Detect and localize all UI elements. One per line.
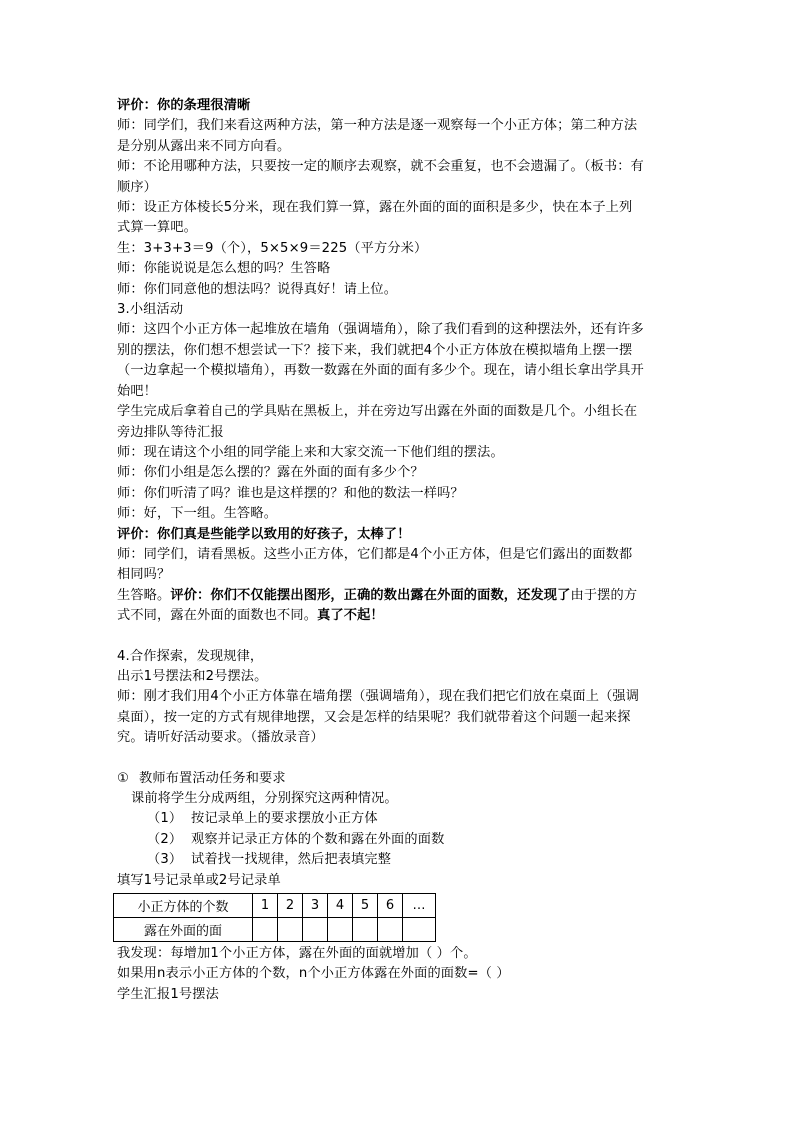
table-cell: … bbox=[403, 894, 436, 918]
text-line: 学生汇报1号摆法 bbox=[117, 986, 219, 1002]
evaluation-line: 评价：你的条理很清晰 bbox=[117, 98, 251, 113]
text-line: 师：这四个小正方体一起堆放在墙角（强调墙角），除了我们看到的这种摆法外，还有许多 bbox=[117, 322, 644, 338]
text-line: 师：现在请这个小组的同学能上来和大家交流一下他们组的摆法。 bbox=[117, 444, 504, 460]
text-line: 师：刚才我们用4个小正方体靠在墙角摆（强调墙角），现在我们把它们放在桌面上（强调 bbox=[117, 689, 640, 705]
evaluation-text: 真了不起！ bbox=[317, 608, 384, 624]
plain-text: 式不同，露在外面的面数也不同。 bbox=[117, 608, 318, 624]
table-cell: 5 bbox=[353, 894, 378, 918]
text-line: 是分别从露出来不同方向看。 bbox=[117, 138, 291, 154]
record-table bbox=[113, 893, 436, 942]
table-empty-cell bbox=[253, 918, 278, 942]
evaluation-line: 评价：你们真是些能学以致用的好孩子，太棒了！ bbox=[117, 526, 411, 542]
table-empty-cell bbox=[328, 918, 353, 942]
text-line: 师：你们小组是怎么摆的？露在外面的面有多少个？ bbox=[117, 465, 424, 481]
document-page bbox=[117, 96, 677, 1005]
table-empty-cell bbox=[403, 918, 436, 942]
item-number: （3） bbox=[147, 852, 183, 868]
text-line: 课前将学生分成两组，分别探究这两种情况。 bbox=[131, 791, 398, 806]
text-line: （一边拿起一个模拟墙角），再数一数露在外面的面有多少个。现在，请小组长拿出学具开 bbox=[117, 363, 644, 379]
list-item-text: 按记录单上的要求摆放小正方体 bbox=[191, 811, 378, 827]
evaluation-text: 评价：你们不仅能摆出图形，正确的数出露在外面的面数，还发现了 bbox=[170, 587, 571, 603]
text-line: 师：设正方体棱长5分米，现在我们算一算，露在外面的面的面积是多少，快在本子上列 bbox=[117, 200, 633, 216]
table-header-cell: 小正方体的个数 bbox=[114, 894, 253, 918]
text-line: 师：同学们，我们来看这两种方法，第一种方法是逐一观察每一个小正方体；第二种方法 bbox=[117, 118, 638, 134]
text-line: 师：不论用哪种方法，只要按一定的顺序去观察，就不会重复，也不会遗漏了。（板书：有 bbox=[117, 159, 644, 175]
text-line: 师：好，下一组。生答略。 bbox=[117, 506, 278, 522]
table-empty-cell bbox=[353, 918, 378, 942]
list-item bbox=[117, 769, 677, 789]
blank-line bbox=[117, 749, 677, 769]
table-empty-cell bbox=[378, 918, 403, 942]
item-number: （1） bbox=[147, 811, 183, 827]
table-cell: 4 bbox=[328, 894, 353, 918]
mixed-line bbox=[117, 606, 677, 626]
table-cell: 6 bbox=[378, 894, 403, 918]
text-line: 学生完成后拿着自己的学具贴在黑板上，并在旁边写出露在外面的面数是几个。小组长在 bbox=[117, 404, 638, 420]
text-line: 师：同学们，请看黑板。这些小正方体，它们都是4个小正方体，但是它们露出的面数都 bbox=[117, 546, 633, 562]
text-line: 生：3+3+3＝9（个），5×5×9＝225（平方分米） bbox=[117, 240, 428, 256]
text-line: 顺序） bbox=[117, 179, 158, 195]
list-item-text: 试着找一找规律，然后把表填完整 bbox=[191, 852, 392, 868]
text-line: 桌面），按一定的方式有规律地摆，又会是怎样的结果呢？我们就带着这个问题一起来探 bbox=[117, 709, 631, 725]
item-number: （2） bbox=[147, 831, 183, 847]
text-line: 旁边排队等待汇报 bbox=[117, 424, 224, 440]
section-heading: 3.小组活动 bbox=[117, 302, 184, 318]
text-line: 师：你们同意他的想法吗？说得真好！请上位。 bbox=[117, 281, 398, 297]
circled-number: ① bbox=[117, 770, 129, 786]
text-line: 始吧！ bbox=[117, 383, 158, 399]
text-line: 出示1号摆法和2号摆法。 bbox=[117, 668, 268, 684]
table-empty-cell bbox=[278, 918, 303, 942]
table-cell: 2 bbox=[278, 894, 303, 918]
table-row bbox=[114, 894, 436, 918]
text-line: 如果用n表示小正方体的个数，n个小正方体露在外面的面数=（ ） bbox=[117, 966, 510, 982]
table-cell: 3 bbox=[303, 894, 328, 918]
mixed-line bbox=[117, 586, 677, 606]
text-line: 别的摆法，你们想不想尝试一下？接下来，我们就把4个小正方体放在模拟墙角上摆一摆 bbox=[117, 342, 633, 358]
blank-line bbox=[117, 627, 677, 647]
list-item-text: 教师布置活动任务和要求 bbox=[139, 770, 286, 786]
table-cell: 1 bbox=[253, 894, 278, 918]
student-answer: 生答略。 bbox=[117, 587, 171, 603]
table-header-cell: 露在外面的面 bbox=[114, 918, 253, 942]
text-line: 相同吗？ bbox=[117, 567, 171, 583]
text-line: 我发现：每增加1个小正方体，露在外面的面就增加（ ）个。 bbox=[117, 946, 477, 962]
list-item-text: 观察并记录正方体的个数和露在外面的面数 bbox=[191, 831, 445, 847]
list-item bbox=[117, 809, 677, 829]
text-line: 师：你能说说是怎么想的吗？生答略 bbox=[117, 261, 331, 277]
text-line: 填写1号记录单或2号记录单 bbox=[117, 872, 281, 888]
text-line: 师：你们听清了吗？谁也是这样摆的？和他的数法一样吗？ bbox=[117, 485, 464, 501]
list-item bbox=[117, 830, 677, 850]
text-line: 式算一算吧。 bbox=[117, 220, 198, 236]
table-row bbox=[114, 918, 436, 942]
plain-text: 由于摆的方 bbox=[570, 587, 638, 603]
table-empty-cell bbox=[303, 918, 328, 942]
section-heading: 4.合作探索，发现规律， bbox=[117, 648, 264, 664]
text-line: 究。请听好活动要求。（播放录音） bbox=[117, 730, 324, 746]
list-item bbox=[117, 850, 677, 870]
